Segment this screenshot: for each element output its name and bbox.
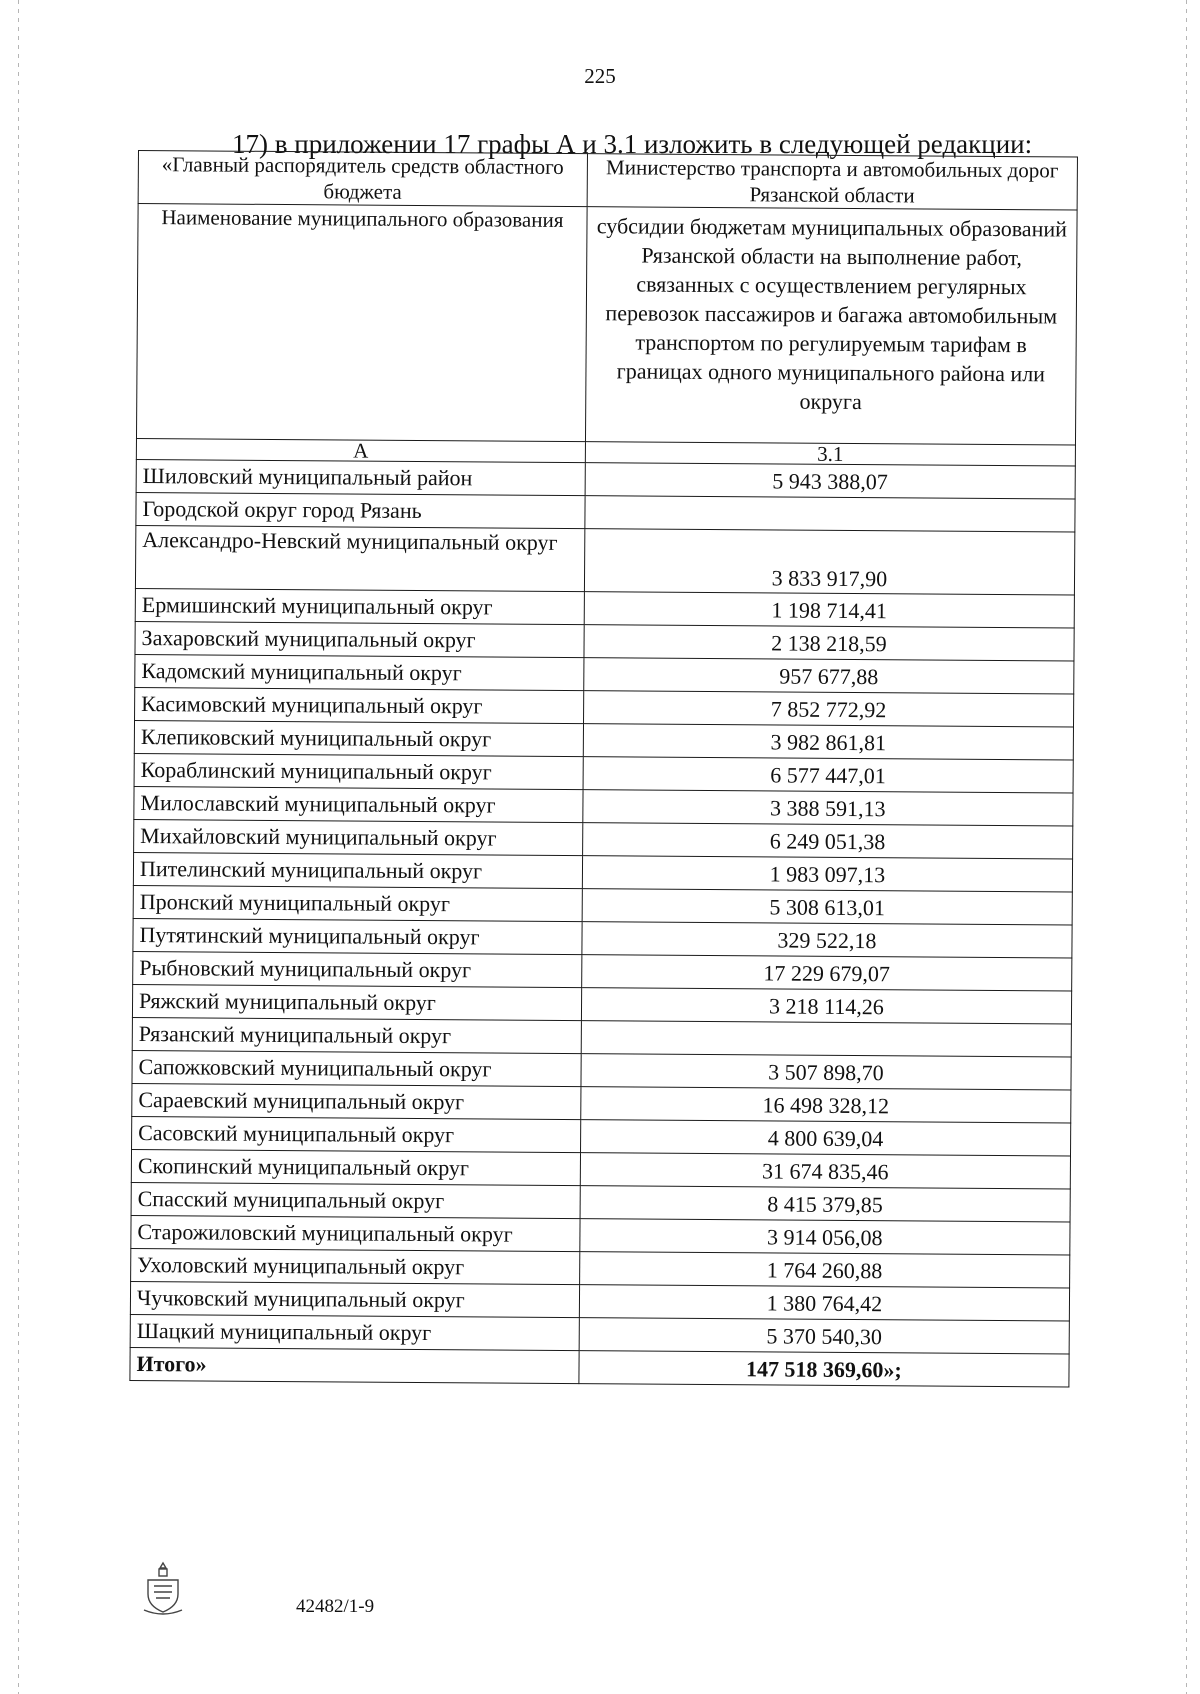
appendix-table [129,150,1078,1388]
municipality-name: Сасовский муниципальный округ [132,1116,581,1152]
municipality-name: Чучковский муниципальный округ [130,1281,579,1317]
municipality-name: Клепиковский муниципальный округ [134,720,583,756]
subsidy-amount: 17 229 679,07 [581,955,1071,991]
municipality-name: Рязанский муниципальный округ [132,1017,581,1053]
subsidy-amount: 3 914 056,08 [580,1219,1070,1255]
municipality-name: Ухоловский муниципальный округ [131,1248,580,1284]
municipality-name: Кадомский муниципальный округ [135,654,584,690]
header-distributor-label: «Главный распорядитель средств областного бюджета [138,151,587,207]
intro-text: 17) в приложении 17 графы А и 3.1 изложить в следующей редакции: [232,129,1033,159]
municipality-name: Спасский муниципальный округ [131,1182,580,1218]
municipality-name: Сараевский муниципальный округ [132,1083,581,1119]
municipality-name: Ермишинский муниципальный округ [135,588,584,624]
subsidy-amount: 5 943 388,07 [585,463,1075,499]
subsidy-amount: 3 218 114,26 [581,988,1071,1024]
subsidy-amount: 16 498 328,12 [581,1087,1071,1123]
subsidy-amount: 957 677,88 [584,658,1074,694]
page-number: 225 [584,64,616,88]
subsidy-amount: 1 764 260,88 [579,1252,1069,1288]
municipality-name: Шацкий муниципальный округ [130,1314,579,1350]
municipality-name: Сапожковский муниципальный округ [132,1050,581,1086]
subsidy-amount: 7 852 772,92 [583,691,1073,727]
municipality-name: Рыбновский муниципальный округ [133,951,582,987]
subsidy-amount: 31 674 835,46 [580,1153,1070,1189]
subsidy-amount: 3 507 898,70 [581,1054,1071,1090]
header-row-distributor [138,151,1077,211]
subsidy-amount: 3 833 917,90 [584,529,1075,595]
total-row [130,1347,1069,1387]
total-amount: 147 518 369,60»; [579,1351,1069,1387]
subsidy-amount: 329 522,18 [582,922,1072,958]
municipality-name: Михайловский муниципальный округ [134,819,583,855]
subsidy-amount: 1 983 097,13 [582,856,1072,892]
municipality-name: Пронский муниципальный округ [133,885,582,921]
municipality-name: Городской округ город Рязань [136,492,585,528]
header-municipality-label: Наименование муниципального образования [136,204,586,442]
left-margin-line [18,0,19,1694]
subsidy-amount: 6 577 447,01 [583,757,1073,793]
header-distributor-value: Министерство транспорта и автомобильных дорог Рязанской области [587,154,1078,210]
document-code: 42482/1-9 [296,1596,375,1617]
subsidy-amount [581,1021,1071,1057]
subsidy-amount: 2 138 218,59 [584,625,1074,661]
municipality-name: Захаровский муниципальный округ [135,621,584,657]
table-row [135,525,1074,595]
municipality-name: Путятинский муниципальный округ [133,918,582,954]
subsidy-amount: 4 800 639,04 [580,1120,1070,1156]
municipality-name: Милославский муниципальный округ [134,786,583,822]
column-code-a: А [136,438,585,462]
subsidy-amount: 1 380 764,42 [579,1285,1069,1321]
column-code-31: 3.1 [585,442,1075,466]
coat-of-arms-icon [140,1560,186,1616]
subsidy-amount: 8 415 379,85 [580,1186,1070,1222]
subsidy-amount: 3 982 861,81 [583,724,1073,760]
municipality-name: Старожиловский муниципальный округ [131,1215,580,1251]
subsidy-amount: 1 198 714,41 [584,592,1074,628]
subsidy-amount: 5 370 540,30 [579,1318,1069,1354]
municipality-name: Шиловский муниципальный район [136,459,585,495]
total-label: Итого» [130,1347,579,1383]
subsidy-amount: 5 308 613,01 [582,889,1072,925]
municipality-name: Касимовский муниципальный округ [135,687,584,723]
municipality-name: Ряжский муниципальный округ [132,984,581,1020]
header-row-names [136,204,1077,446]
municipality-name: Кораблинский муниципальный округ [134,753,583,789]
right-margin-line [1186,0,1187,1694]
subsidy-amount [585,496,1075,532]
subsidy-amount: 3 388 591,13 [583,790,1073,826]
municipality-name: Скопинский муниципальный округ [131,1149,580,1185]
municipality-name: Пителинский муниципальный округ [133,852,582,888]
municipality-name: Александро-Невский муниципальный округ [135,525,584,591]
subsidy-amount: 6 249 051,38 [582,823,1072,859]
header-subsidy-label: субсидии бюджетам муниципальных образований Рязанской области на выполнение работ, связанных с осуществлением регулярных перевозок пассажиров и багажа автомобильным транспортом по регулируемым тарифам в границах одного муниципального района или округа [585,207,1077,445]
